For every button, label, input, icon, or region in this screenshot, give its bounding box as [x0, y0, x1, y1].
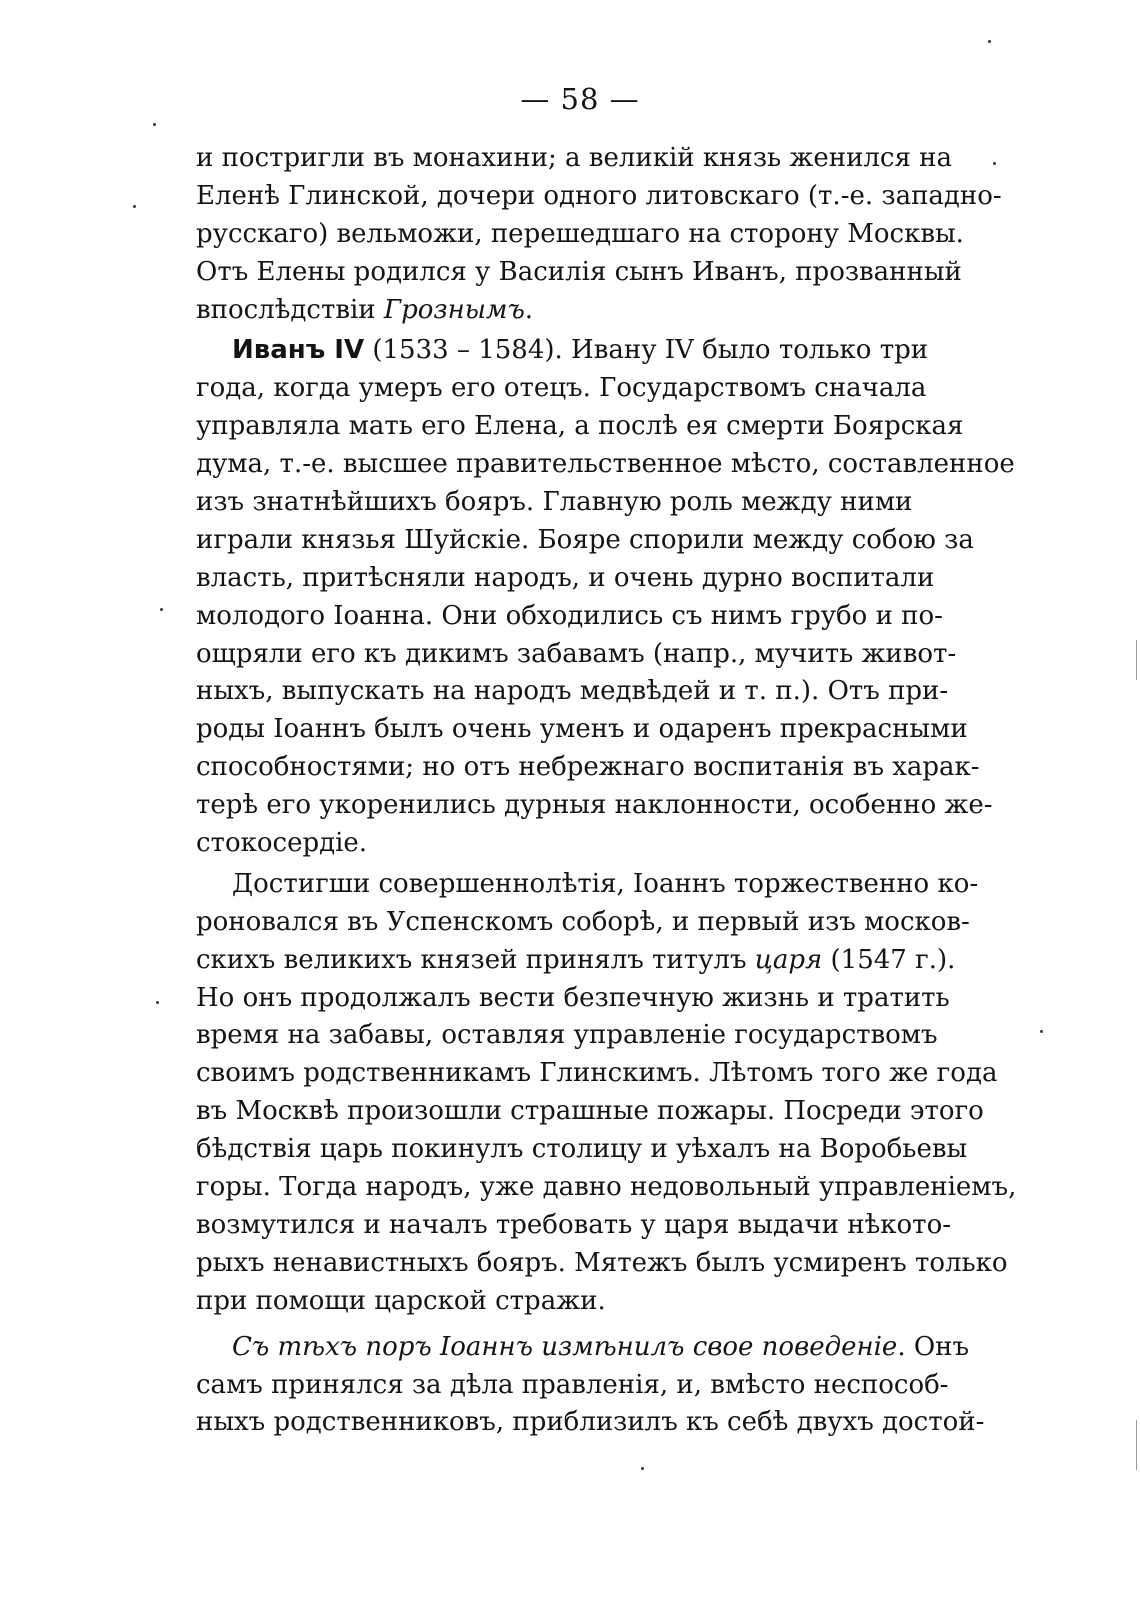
text-line: изъ знатнѣйшихъ бояръ. Главную роль между ними	[196, 487, 913, 518]
paragraph	[196, 866, 1017, 1321]
text-line: бѣдствія царь покинулъ столицу и уѣхалъ на Воробьевы	[196, 1134, 968, 1165]
scan-speck	[988, 40, 991, 43]
scan-edge-mark	[1136, 640, 1137, 680]
text-line: Иванъ IV (1533 – 1584). Ивану IV было только три	[232, 335, 929, 366]
emphasis-text: царя	[754, 944, 823, 975]
text-line: Но онъ продолжалъ вести безпечную жизнь и тратить	[196, 982, 950, 1013]
text-line: ныхъ родственниковъ, приблизилъ къ себѣ двухъ достой-	[196, 1407, 985, 1438]
text-line: стокосердіе.	[196, 828, 368, 859]
text-line: русскаго) вельможи, перешедшаго на сторону Москвы.	[196, 218, 964, 249]
scan-speck	[156, 1001, 159, 1004]
emphasis-text: Грознымъ	[383, 294, 525, 325]
paragraph	[196, 332, 1015, 862]
text-line: время на забавы, оставляя управленіе государствомъ	[196, 1020, 938, 1051]
text-line: дума, т.-е. высшее правительственное мѣсто, составленное	[196, 449, 1015, 480]
scan-speck	[1040, 1030, 1043, 1033]
text-line: роновался въ Успенскомъ соборѣ, и первый изъ москов-	[196, 906, 970, 937]
text-line: Еленѣ Глинской, дочери одного литовскаго (т.-е. западно-	[196, 180, 1002, 211]
scan-speck	[153, 123, 156, 126]
scan-speck	[160, 608, 163, 611]
text-line: своимъ родственникамъ Глинскимъ. Лѣтомъ того же года	[196, 1058, 998, 1089]
text-line: и постригли въ монахини; а великій князь женился на	[196, 143, 952, 173]
text-line: власть, притѣсняли народъ, и очень дурно воспитали	[196, 562, 935, 593]
text-line: самъ принялся за дѣла правленія, и, вмѣсто неспособ-	[196, 1369, 949, 1400]
text-line: управляла мать его Елена, а послѣ ея смерти Боярская	[196, 411, 964, 442]
text-line: впослѣдствіи Грознымъ .	[196, 292, 986, 330]
text-line: молодого Іоанна. Они обходились съ нимъ грубо и по-	[196, 600, 943, 631]
paragraph	[196, 1329, 986, 1443]
text-line: ныхъ, выпускать на народъ медвѣдей и т. п.). Отъ при-	[196, 676, 949, 707]
text-line: года, когда умеръ его отецъ. Государствомъ сначала	[196, 373, 927, 404]
emphasis-text: Съ тѣхъ поръ Іоаннъ измѣнилъ свое поведеніе	[232, 1331, 898, 1362]
text-line: роды Іоаннъ былъ очень уменъ и одаренъ прекрасными	[196, 714, 968, 745]
text-line: играли князья Шуйскіе. Бояре спорили между собою за	[196, 524, 974, 555]
section-heading: Иванъ IV	[232, 335, 365, 366]
text-line: терѣ его укоренились дурныя наклонности, особенно же-	[196, 790, 993, 821]
text-line: Достигши совершеннолѣтія, Іоаннъ торжественно ко-	[232, 868, 979, 899]
text-line: Съ тѣхъ поръ Іоаннъ измѣнилъ свое поведеніе. Онъ	[232, 1331, 970, 1362]
scan-speck	[133, 205, 136, 208]
text-line: Отъ Елены родился у Василія сынъ Иванъ, прозванный	[196, 256, 962, 287]
text-line: горы. Тогда народъ, уже давно недовольный управленіемъ,	[196, 1172, 1017, 1203]
scan-speck	[641, 1467, 644, 1470]
text-line: способностями; но отъ небрежнаго воспитанія въ харак-	[196, 752, 980, 783]
text-line: рыхъ ненавистныхъ бояръ. Мятежъ былъ усмиренъ только	[196, 1247, 1008, 1278]
body-text	[196, 140, 1017, 1442]
text-line: при помощи царской стражи.	[196, 1285, 606, 1316]
text-line: скихъ великихъ князей принялъ титулъ царя (1547 г.).	[196, 944, 956, 975]
text-line: ощряли его къ дикимъ забавамъ (напр., мучить живот-	[196, 638, 957, 669]
scan-edge-mark	[1136, 1420, 1137, 1470]
page-number: — 58 —	[520, 82, 640, 116]
paragraph	[196, 140, 1002, 329]
text-line: въ Москвѣ произошли страшные пожары. Посреди этого	[196, 1096, 984, 1127]
scan-speck	[993, 162, 996, 165]
text-line: возмутился и началъ требовать у царя выдачи нѣкото-	[196, 1209, 952, 1240]
